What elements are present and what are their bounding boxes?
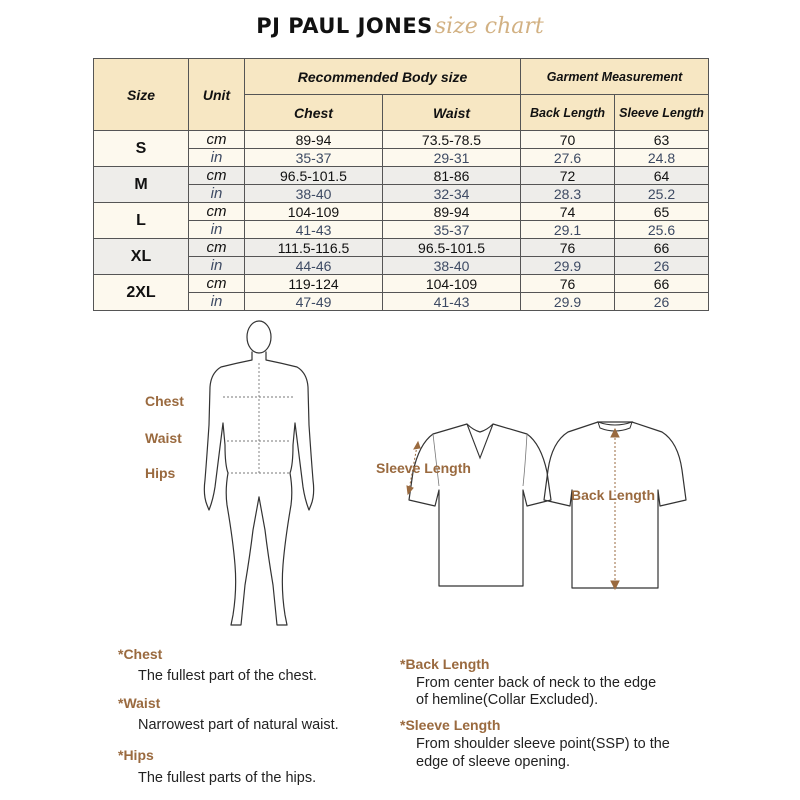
hips-definition-text: The fullest parts of the hips. [138, 770, 317, 786]
header-back-length: Back Length [521, 95, 615, 131]
chest-cell: 119-124 [245, 275, 383, 293]
shirt-back-figure [540, 414, 690, 594]
header-waist: Waist [383, 95, 521, 131]
back-length-label: Back Length [571, 487, 656, 503]
waist-cell: 35-37 [383, 221, 521, 239]
waist-cell: 32-34 [383, 185, 521, 203]
body-figure [195, 315, 325, 640]
size-cell: L [94, 203, 189, 239]
sleeve-length-label: Sleeve Length [376, 460, 471, 476]
body-right-outline [259, 352, 314, 625]
hips-definition-title: *Hips [118, 747, 154, 763]
waist-cell: 96.5-101.5 [383, 239, 521, 257]
unit-cell: in [189, 221, 245, 239]
table-row [94, 239, 709, 257]
waist-definition-text: Narrowest part of natural waist. [138, 717, 339, 733]
sleeve-cell: 25.2 [615, 185, 709, 203]
sleeve-length-definition-line2: edge of sleeve opening. [416, 754, 570, 770]
header-chest: Chest [245, 95, 383, 131]
unit-cell: cm [189, 275, 245, 293]
sleeve-cell: 26 [615, 293, 709, 311]
size-chart-table [93, 58, 709, 311]
chest-cell: 104-109 [245, 203, 383, 221]
back-length-definition-title: *Back Length [400, 656, 490, 672]
hips-label: Hips [145, 465, 176, 481]
sleeve-cell: 65 [615, 203, 709, 221]
chest-cell: 38-40 [245, 185, 383, 203]
chest-definition-text: The fullest part of the chest. [138, 668, 317, 684]
size-cell: XL [94, 239, 189, 275]
sleeve-length-definition-title: *Sleeve Length [400, 717, 501, 733]
chest-cell: 111.5-116.5 [245, 239, 383, 257]
table-row [94, 167, 709, 185]
back-cell: 72 [521, 167, 615, 185]
back-cell: 29.9 [521, 257, 615, 275]
header-garment: Garment Measurement [521, 59, 709, 95]
back-cell: 29.1 [521, 221, 615, 239]
back-cell: 28.3 [521, 185, 615, 203]
back-cell: 76 [521, 239, 615, 257]
unit-cell: in [189, 149, 245, 167]
back-cell: 70 [521, 131, 615, 149]
chest-cell: 47-49 [245, 293, 383, 311]
header-size: Size [94, 59, 189, 131]
chest-label: Chest [145, 393, 184, 409]
size-cell: 2XL [94, 275, 189, 311]
unit-cell: in [189, 185, 245, 203]
back-cell: 29.9 [521, 293, 615, 311]
sleeve-cell: 64 [615, 167, 709, 185]
chest-cell: 35-37 [245, 149, 383, 167]
waist-cell: 73.5-78.5 [383, 131, 521, 149]
chest-cell: 41-43 [245, 221, 383, 239]
head-outline [247, 321, 271, 353]
table-row [94, 275, 709, 293]
back-length-definition-line2: of hemline(Collar Excluded). [416, 692, 599, 708]
sleeve-cell: 26 [615, 257, 709, 275]
sleeve-cell: 63 [615, 131, 709, 149]
chest-definition-title: *Chest [118, 646, 163, 662]
waist-cell: 81-86 [383, 167, 521, 185]
header-sleeve-length: Sleeve Length [615, 95, 709, 131]
unit-cell: in [189, 293, 245, 311]
shirt-front-figure [405, 418, 555, 593]
size-cell: M [94, 167, 189, 203]
chest-cell: 96.5-101.5 [245, 167, 383, 185]
shirt-front-outline [409, 424, 551, 586]
waist-cell: 104-109 [383, 275, 521, 293]
unit-cell: in [189, 257, 245, 275]
sleeve-cell: 25.6 [615, 221, 709, 239]
waist-cell: 89-94 [383, 203, 521, 221]
back-length-arrow-icon [611, 429, 619, 589]
waist-definition-title: *Waist [118, 695, 161, 711]
unit-cell: cm [189, 167, 245, 185]
back-cell: 76 [521, 275, 615, 293]
sleeve-cell: 66 [615, 275, 709, 293]
waist-cell: 41-43 [383, 293, 521, 311]
waist-label: Waist [145, 430, 182, 446]
back-cell: 27.6 [521, 149, 615, 167]
chest-cell: 44-46 [245, 257, 383, 275]
header-recommended: Recommended Body size [245, 59, 521, 95]
size-cell: S [94, 131, 189, 167]
sleeve-cell: 66 [615, 239, 709, 257]
table-row [94, 203, 709, 221]
size-chart-script-title: size chart [434, 14, 544, 39]
placket-icon [467, 424, 493, 458]
sleeve-length-definition-line1: From shoulder sleeve point(SSP) to the [416, 736, 670, 752]
sleeve-cell: 24.8 [615, 149, 709, 167]
unit-cell: cm [189, 239, 245, 257]
chest-cell: 89-94 [245, 131, 383, 149]
page-title [0, 14, 800, 39]
brand-name: PJ PAUL JONES [256, 14, 433, 38]
unit-cell: cm [189, 131, 245, 149]
unit-cell: cm [189, 203, 245, 221]
body-left-outline [204, 352, 259, 625]
table-row [94, 131, 709, 149]
back-cell: 74 [521, 203, 615, 221]
header-unit: Unit [189, 59, 245, 131]
back-length-definition-line1: From center back of neck to the edge [416, 675, 657, 691]
waist-cell: 29-31 [383, 149, 521, 167]
waist-cell: 38-40 [383, 257, 521, 275]
right-seam-line [523, 434, 527, 486]
